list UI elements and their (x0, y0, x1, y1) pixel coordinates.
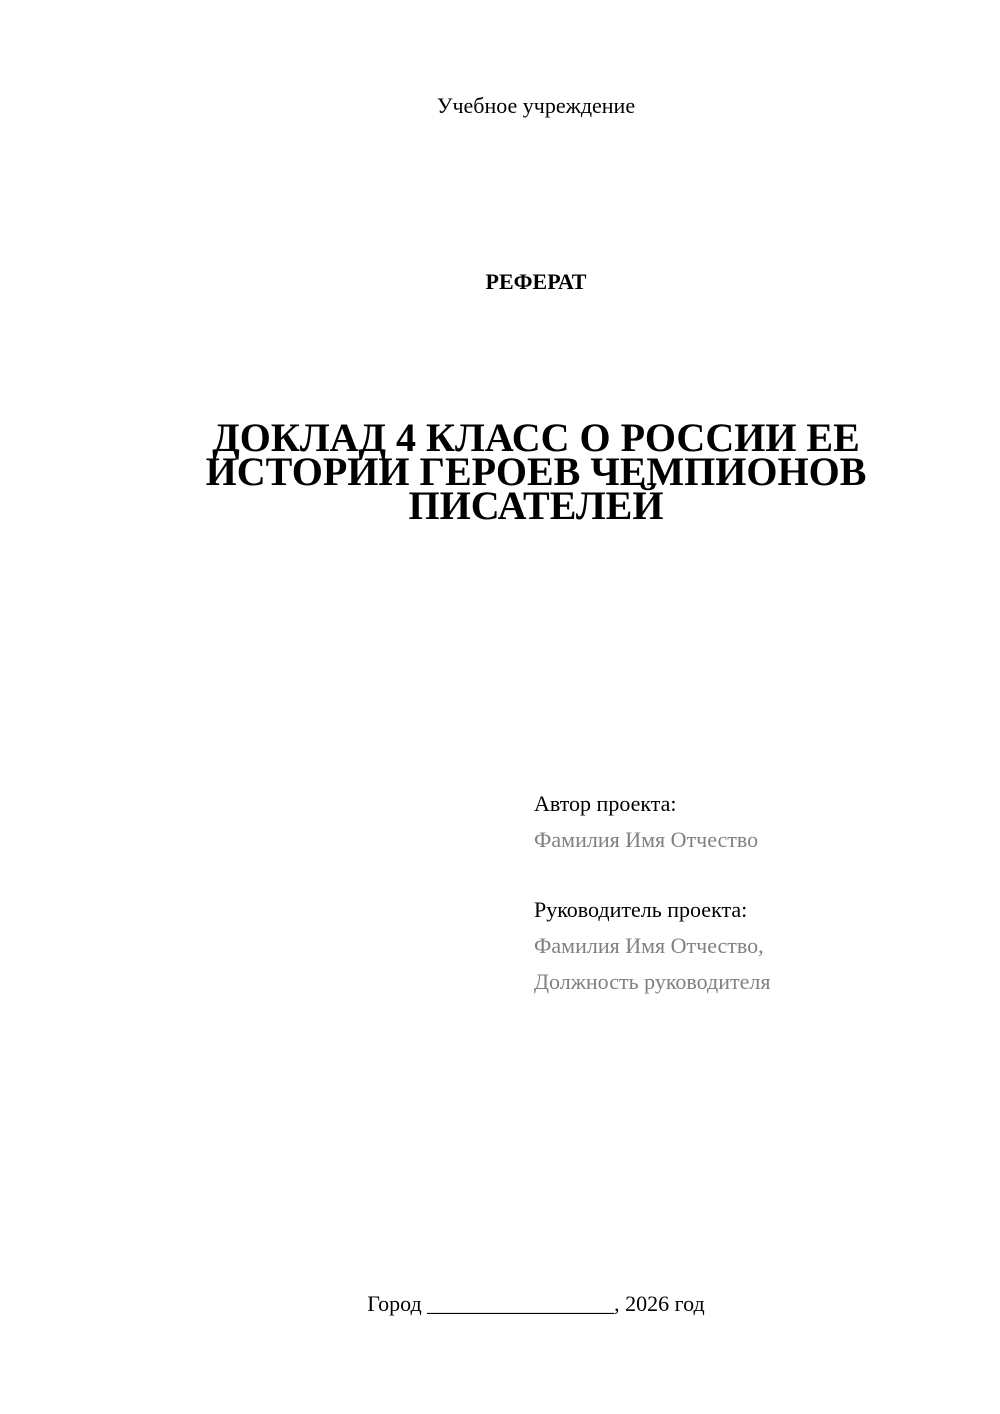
institution-name: Учебное учреждение (436, 93, 636, 118)
author-name: Фамилия Имя Отчество (534, 827, 759, 852)
document-title-line: ИСТОРИИ ГЕРОЕВ ЧЕМПИОНОВ (205, 449, 867, 494)
supervisor-position: Должность руководителя (534, 969, 771, 994)
document-type: РЕФЕРАТ (485, 269, 587, 294)
document-title-line: ПИСАТЕЛЕЙ (408, 483, 664, 528)
supervisor-block (534, 892, 954, 1000)
document-title-line: ДОКЛАД 4 КЛАСС О РОССИИ ЕЕ (212, 415, 860, 460)
supervisor-name: Фамилия Имя Отчество, (534, 933, 764, 958)
author-block (534, 786, 954, 858)
city-year-line: Город _________________, 2026 год (367, 1291, 705, 1316)
author-label: Автор проекта: (534, 791, 677, 816)
supervisor-label: Руководитель проекта: (534, 897, 748, 922)
document-title (180, 415, 892, 528)
